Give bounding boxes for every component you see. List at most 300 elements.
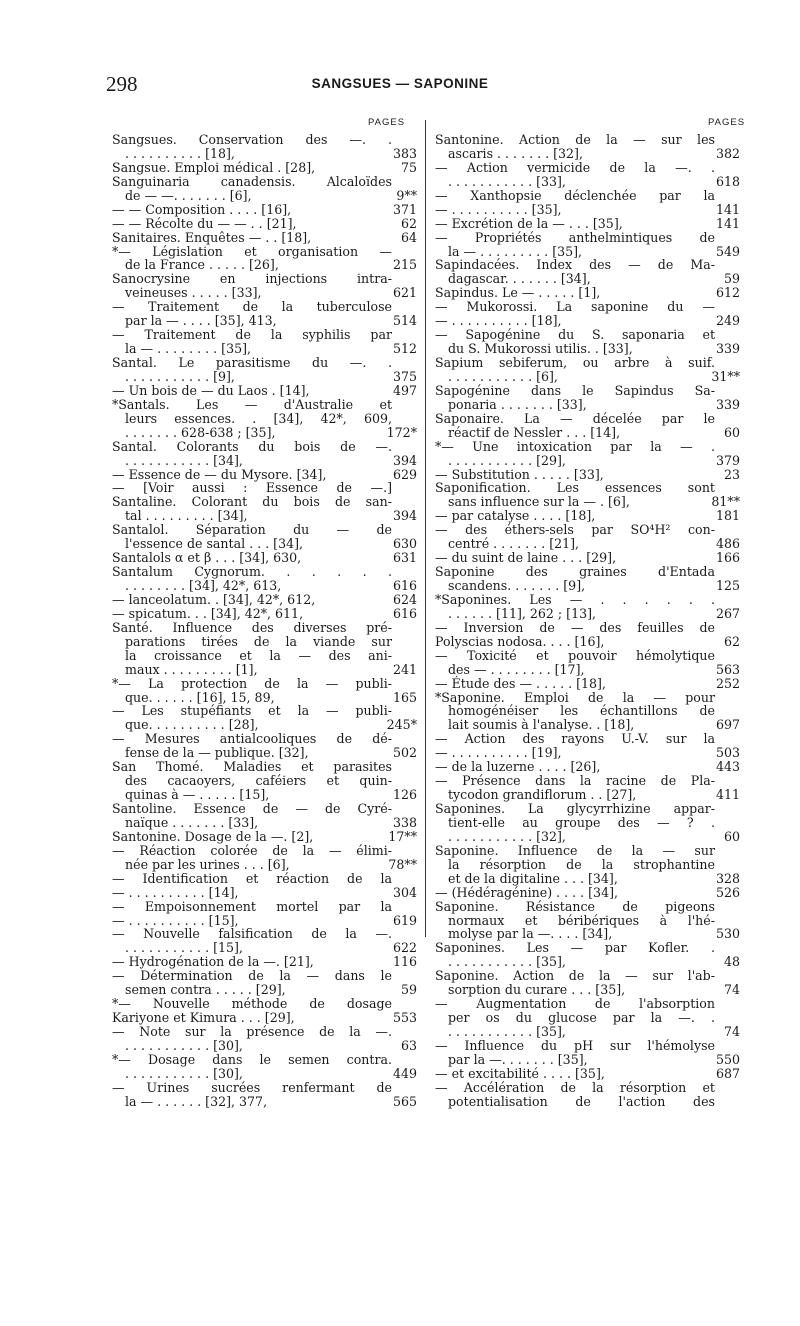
index-line: [435, 243, 740, 259]
index-entry-text: . . . . . . . . . . . [29],: [448, 452, 566, 468]
index-entry-text: la — . . . . . . [32], 377,: [125, 1093, 268, 1109]
index-line: [435, 481, 715, 495]
index-line: [112, 635, 392, 649]
page-reference: 503: [715, 745, 740, 761]
index-line: [112, 341, 417, 357]
index-entry-text: . . . . . . . . [34], 42*, 613,: [125, 578, 282, 593]
index-line: [435, 452, 740, 468]
index-line: [112, 272, 392, 286]
page-reference: 252: [715, 675, 740, 691]
index-line: [435, 565, 715, 579]
page-reference: 565: [392, 1093, 417, 1109]
index-entry-text: réactif de Nessler . . . [14],: [448, 424, 621, 440]
page-reference: 126: [392, 787, 417, 803]
page-reference: 172*: [386, 424, 417, 440]
page-reference: 394: [392, 508, 417, 524]
index-line: [112, 452, 417, 468]
index-line: [112, 856, 417, 872]
index-line: [435, 494, 740, 510]
index-line: [435, 1024, 740, 1039]
index-line: [112, 481, 392, 495]
index-line: [112, 466, 417, 482]
index-entry-text: Santé. Influence des diverses pré-: [112, 619, 392, 635]
index-line: [435, 828, 740, 844]
index-line: [435, 858, 715, 872]
index-entry-text: *— Législation et organisation —: [112, 243, 392, 259]
index-entry-text: centré . . . . . . . [21],: [448, 536, 580, 552]
index-entry-text: Saponification. Les essences sont: [435, 480, 715, 496]
index-entry-text: — . . . . . . . . . . [18],: [435, 313, 562, 329]
index-entry-text: sorption du curare . . . [35],: [448, 982, 626, 998]
page-reference: 624: [392, 591, 417, 607]
index-entry-text: — . . . . . . . . . . [35],: [435, 201, 562, 217]
index-line: [112, 760, 392, 774]
index-entry-text: quinas à — . . . . . [15],: [125, 787, 270, 803]
index-line: [112, 900, 392, 914]
index-entry-text: — Étude des — . . . . . [18],: [435, 675, 606, 691]
index-entry-text: *— La protection de la — publi-: [112, 675, 392, 691]
index-entry-text: — des éthers-sels par SO⁴H² con-: [435, 522, 715, 538]
page-reference: 81**: [711, 494, 740, 510]
page-reference: 631: [392, 550, 417, 566]
index-line: [435, 621, 715, 635]
index-entry-text: Sangsue. Emploi médical . [28],: [112, 159, 316, 175]
index-entry-text: de la France . . . . . [26],: [125, 257, 279, 273]
page-reference: 553: [392, 1010, 417, 1026]
index-line: [112, 677, 392, 691]
index-entry-text: . . . . . . . . . . . [35],: [448, 954, 566, 970]
page-reference: 379: [715, 452, 740, 468]
index-line: [112, 523, 392, 537]
index-entry-text: — — Récolte du — — . . [21],: [112, 215, 297, 231]
index-entry-text: tal . . . . . . . . . [34],: [125, 508, 248, 524]
index-entry-text: la résorption de la strophantine: [448, 856, 715, 872]
index-line: [112, 175, 392, 189]
index-line: [112, 508, 417, 524]
index-entry-text: sans influence sur la — . [6],: [448, 494, 630, 510]
index-line: [112, 1065, 417, 1081]
index-line: [112, 565, 392, 579]
index-entry-text: Santalol. Séparation du — de: [112, 522, 392, 538]
index-entry-text: la — . . . . . . . . [35],: [125, 341, 252, 357]
page-reference: 245*: [386, 717, 417, 733]
index-line: [112, 145, 417, 161]
page-reference: 141: [715, 201, 740, 217]
index-entry-text: normaux et béribériques à l'hé-: [448, 912, 715, 928]
index-entry-text: — Influence du pH sur l'hémolyse: [435, 1037, 715, 1053]
page-reference: 166: [715, 550, 740, 566]
index-line: [112, 997, 392, 1011]
index-line: [435, 356, 715, 370]
index-line: [435, 231, 715, 245]
index-line: [112, 412, 392, 426]
index-entry-text: scandens. . . . . . . [9],: [448, 578, 586, 593]
index-line: [435, 412, 715, 426]
index-entry-text: *Saponine. Emploi de la — pour: [435, 689, 715, 705]
index-entry-text: . . . . . . . . . . . [30],: [125, 1065, 243, 1081]
page-reference: 141: [715, 215, 740, 231]
index-entry-text: — Augmentation de l'absorption: [435, 996, 715, 1012]
index-entry-text: Sapogénine dans le Sapindus Sa-: [435, 382, 715, 398]
page-reference: 394: [392, 452, 417, 468]
index-entry-text: . . . . . . . . . . . [15],: [125, 940, 243, 956]
index-line: [435, 691, 715, 705]
index-entry-text: Sapium sebiferum, ou arbre à suif.: [435, 355, 715, 370]
index-entry-text: Sapindus. Le — . . . . . [1],: [435, 285, 601, 301]
index-entry-text: fense de la — publique. [32],: [125, 745, 309, 761]
index-line: [435, 508, 740, 524]
index-entry-text: ascaris . . . . . . . [32],: [448, 145, 583, 161]
page-reference: 616: [392, 605, 417, 621]
index-entry-text: — de la luzerne . . . . [26],: [435, 759, 601, 775]
index-line: [112, 912, 417, 928]
index-line: [112, 704, 392, 718]
page-reference: 17**: [388, 828, 417, 844]
index-entry-text: Santalols α et β . . . [34], 630,: [112, 550, 302, 566]
index-line: [112, 649, 392, 663]
index-line: [435, 466, 740, 482]
index-line: [435, 341, 740, 357]
page-reference: 74: [723, 1024, 740, 1039]
index-line: [112, 215, 417, 231]
page-reference: 339: [715, 396, 740, 412]
index-line: [435, 982, 740, 998]
index-entry-text: — Essence de — du Mysore. [34],: [112, 466, 327, 482]
index-entry-text: *— Dosage dans le semen contra.: [112, 1051, 392, 1067]
index-line: [435, 1095, 715, 1109]
index-line: [112, 969, 392, 983]
index-entry-text: potentialisation de l'action des: [448, 1093, 715, 1109]
index-entry-text: *Santals. Les — d'Australie et: [112, 396, 392, 412]
page-reference: 629: [392, 466, 417, 482]
index-line: [112, 621, 392, 635]
index-entry-text: et de la digitaline . . . [34],: [448, 870, 618, 886]
index-entry-text: molyse par la —. . . . [34],: [448, 926, 613, 942]
index-line: [435, 523, 715, 537]
page-reference: 697: [715, 717, 740, 733]
index-line: [435, 328, 715, 342]
index-entry-text: ponaria . . . . . . . [33],: [448, 396, 587, 412]
index-line: [112, 356, 392, 370]
index-entry-text: — Traitement de la tuberculose: [112, 299, 392, 315]
index-line: [435, 997, 715, 1011]
index-entry-text: parations tirées de la viande sur: [125, 633, 392, 649]
index-entry-text: veineuses . . . . . [33],: [125, 285, 262, 301]
index-line: [112, 1037, 417, 1053]
index-entry-text: — Note sur la présence de la —.: [112, 1024, 392, 1039]
index-entry-text: . . . . . . . . . . . [30],: [125, 1037, 243, 1053]
page-reference: 31**: [711, 368, 740, 384]
index-entry-text: que. . . . . . [16], 15, 89,: [125, 689, 275, 705]
index-entry-text: *— Nouvelle méthode de dosage: [112, 996, 392, 1012]
index-line: [435, 914, 715, 928]
index-line: [112, 382, 417, 398]
page-reference: 304: [392, 884, 417, 900]
index-line: [435, 161, 715, 175]
index-entry-text: la — . . . . . . . . . [35],: [448, 243, 583, 259]
index-entry-text: — Nouvelle falsification de la —.: [112, 926, 392, 942]
index-line: [435, 675, 740, 691]
index-entry-text: — spicatum. . . [34], 42*, 611,: [112, 605, 304, 621]
index-entry-text: tycodon grandiflorum . . [27],: [448, 787, 637, 803]
index-entry-text: — Toxicité et pouvoir hémolytique: [435, 647, 715, 663]
page-reference: 530: [715, 926, 740, 942]
page-reference: 514: [392, 313, 417, 329]
page-reference: 550: [715, 1051, 740, 1067]
index-entry-text: — lanceolatum. . [34], 42*, 612,: [112, 591, 316, 607]
index-entry-text: — Substitution . . . . . [33],: [435, 466, 604, 482]
index-line: [435, 900, 715, 914]
index-entry-text: — (Hédéragénine) . . . . [34],: [435, 884, 619, 900]
index-entry-text: . . . . . . [11], 262 ; [13],: [448, 605, 597, 621]
index-line: [435, 704, 715, 718]
running-title: SANGSUES — SAPONINE: [311, 76, 489, 91]
index-line: [435, 189, 715, 203]
index-entry-text: — [Voir aussi : Essence de —.]: [112, 480, 392, 496]
page-reference: 621: [392, 285, 417, 301]
index-line: [112, 187, 417, 203]
page-reference: 328: [715, 870, 740, 886]
index-entry-text: — Traitement de la syphilis par: [112, 327, 392, 343]
index-line: [435, 440, 715, 454]
index-entry-text: Santonine. Dosage de la —. [2],: [112, 828, 314, 844]
index-entry-text: la croissance et la — des ani-: [125, 647, 392, 663]
index-line: [435, 844, 715, 858]
index-line: [435, 201, 740, 217]
index-entry-text: Santaline. Colorant du bois de san-: [112, 494, 392, 510]
page-reference: 78**: [388, 856, 417, 872]
index-entry-text: l'essence de santal . . . [34],: [125, 536, 304, 552]
index-line: [435, 271, 740, 287]
index-line: [435, 661, 740, 677]
index-entry-text: — Détermination de la — dans le: [112, 968, 392, 984]
index-line: [435, 633, 740, 649]
index-entry-text: — Excrétion de la — . . . [35],: [435, 215, 623, 231]
page-reference: 449: [392, 1065, 417, 1081]
index-line: [435, 536, 740, 552]
index-entry-text: — Xanthopsie déclenchée par la: [435, 187, 715, 203]
index-entry-text: . . . . . . . . . . [18],: [125, 145, 235, 161]
page-reference: 339: [715, 341, 740, 357]
index-entry-text: Santal. Le parasitisme du —. .: [112, 355, 392, 370]
page-reference: 563: [715, 661, 740, 677]
index-entry-text: que. . . . . . . . . . [28],: [125, 717, 259, 733]
index-entry-text: Sapindacées. Index des — de Ma-: [435, 257, 715, 273]
page-reference: 612: [715, 285, 740, 301]
index-entry-text: Saponines. Les — par Kofler. .: [435, 940, 715, 956]
index-entry-text: — Action des rayons U.-V. sur la: [435, 731, 715, 747]
index-line: [435, 593, 715, 607]
index-line: [112, 802, 392, 816]
page-reference: 502: [392, 745, 417, 761]
page-reference: 60: [723, 828, 740, 844]
page-reference: 526: [715, 884, 740, 900]
page-reference: 512: [392, 341, 417, 357]
index-entry-text: — Action vermicide de la —. .: [435, 159, 715, 175]
index-line: [435, 258, 715, 272]
page-reference: 267: [715, 605, 740, 621]
index-line: [112, 745, 417, 761]
index-entry-text: Santal. Colorants du bois de —.: [112, 438, 392, 454]
index-entry-text: par la —. . . . . . . [35],: [448, 1051, 588, 1067]
index-entry-text: Santonine. Action de la — sur les: [435, 132, 715, 147]
index-entry-text: *— Une intoxication par la — .: [435, 438, 715, 454]
index-entry-text: — et excitabilité . . . . [35],: [435, 1065, 605, 1081]
index-line: [112, 201, 417, 217]
page-reference: 215: [392, 257, 417, 273]
index-line: [112, 732, 392, 746]
index-entry-text: des — . . . . . . . . [17],: [448, 661, 585, 677]
page-reference: 383: [392, 145, 417, 161]
page-reference: 116: [392, 954, 417, 970]
index-entry-text: de — —. . . . . . . [6],: [125, 187, 252, 203]
index-entry-text: . . . . . . . . . . . [34],: [125, 452, 243, 468]
index-line: [112, 550, 417, 566]
column-divider: [425, 120, 426, 937]
index-entry-text: Saponaire. La — décelée par le: [435, 410, 715, 426]
index-line: [435, 816, 715, 830]
index-entry-text: — Un bois de — du Laos . [14],: [112, 382, 310, 398]
index-line: [435, 215, 740, 231]
page-reference: 48: [723, 954, 740, 970]
index-line: [435, 954, 740, 970]
index-line: [112, 257, 417, 273]
index-line: [112, 328, 392, 342]
index-entry-text: — Identification et réaction de la: [112, 870, 392, 886]
index-column-left: [112, 132, 417, 1109]
index-entry-text: maux . . . . . . . . . [1],: [125, 661, 258, 677]
index-line: [112, 591, 417, 607]
page-reference: 63: [400, 1037, 417, 1053]
page-reference: 497: [392, 382, 417, 398]
index-line: [112, 398, 392, 412]
index-entry-text: des cacaoyers, caféiers et quin-: [125, 773, 392, 789]
index-entry-text: — Sapogénine du S. saponaria et: [435, 327, 715, 343]
index-line: [435, 732, 715, 746]
index-entry-text: semen contra . . . . . [29],: [125, 982, 286, 998]
index-entry-text: Sanguinaria canadensis. Alcaloïdes: [112, 173, 392, 189]
index-entry-text: dagascar. . . . . . . [34],: [448, 271, 591, 287]
page-reference: 60: [723, 424, 740, 440]
index-line: [435, 759, 740, 775]
index-line: [112, 1010, 417, 1026]
page-reference: 59: [400, 982, 417, 998]
index-line: [112, 982, 417, 998]
index-entry-text: naïque . . . . . . . [33],: [125, 814, 259, 830]
index-line: [435, 173, 740, 189]
pages-column-label-left: PAGES: [368, 117, 406, 128]
index-line: [112, 605, 417, 621]
index-entry-text: née par les urines . . . [6],: [125, 856, 290, 872]
page-reference: 549: [715, 243, 740, 259]
page-reference: 619: [392, 912, 417, 928]
index-line: [435, 313, 740, 329]
index-line: [435, 384, 715, 398]
index-line: [435, 133, 715, 147]
page-reference: 59: [723, 271, 740, 287]
page-reference: 622: [392, 940, 417, 956]
index-line: [435, 969, 715, 983]
page-reference: 411: [715, 787, 740, 803]
index-line: [435, 745, 740, 761]
index-entry-text: leurs essences. . [34], 42*, 609,: [125, 410, 392, 426]
index-entry-text: — Mukorossi. La saponine du —: [435, 299, 715, 315]
page-reference: 181: [715, 508, 740, 524]
page-number: 298: [106, 72, 138, 96]
page-reference: 249: [715, 313, 740, 329]
index-entry-text: . . . . . . . . . . . [33],: [448, 173, 566, 189]
index-line: [112, 285, 417, 301]
index-line: [112, 1053, 392, 1067]
index-line: [435, 285, 740, 301]
page-reference: 9**: [396, 187, 417, 203]
index-entry-text: — . . . . . . . . . . [19],: [435, 745, 562, 761]
index-line: [112, 954, 417, 970]
index-line: [112, 495, 392, 509]
index-line: [435, 550, 740, 566]
index-entry-text: . . . . . . . . . . . [6],: [448, 368, 558, 384]
index-entry-text: Sanitaires. Enquêtes — . . [18],: [112, 229, 312, 245]
page-reference: 371: [392, 201, 417, 217]
index-entry-text: Santoline. Essence de — de Cyré-: [112, 801, 392, 816]
index-line: [112, 536, 417, 552]
index-line: [112, 300, 392, 314]
index-line: [112, 787, 417, 803]
index-line: [435, 787, 740, 803]
index-entry-text: . . . . . . . . . . . [9],: [125, 368, 235, 384]
index-line: [112, 844, 392, 858]
page-reference: 687: [715, 1065, 740, 1081]
index-entry-text: Saponine des graines d'Entada: [435, 564, 715, 580]
index-entry-text: . . . . . . . . . . . [35],: [448, 1024, 566, 1039]
page-reference: 165: [392, 689, 417, 705]
index-entry-text: — Les stupéfiants et la — publi-: [112, 703, 392, 719]
index-entry-text: homogénéiser les échantillons de: [448, 703, 715, 719]
index-line: [435, 578, 740, 593]
index-entry-text: — par catalyse . . . . [18],: [435, 508, 596, 524]
index-line: [435, 774, 715, 788]
page-reference: 74: [723, 982, 740, 998]
index-entry-text: Saponine. Action de la — sur l'ab-: [435, 968, 715, 984]
index-line: [435, 424, 740, 440]
index-entry-text: per os du glucose par la —. .: [448, 1010, 715, 1026]
index-line: [112, 689, 417, 705]
index-line: [435, 368, 740, 384]
index-entry-text: San Thomé. Maladies et parasites: [112, 759, 392, 775]
index-entry-text: — du suint de laine . . . [29],: [435, 550, 617, 566]
index-line: [112, 578, 417, 593]
page-reference: 382: [715, 145, 740, 161]
page-reference: 64: [400, 229, 417, 245]
index-line: [112, 313, 417, 329]
index-entry-text: par la — . . . . [35], 413,: [125, 313, 277, 329]
index-line: [435, 802, 715, 816]
index-entry-text: — Urines sucrées renfermant de: [112, 1079, 392, 1095]
index-entry-text: — . . . . . . . . . . [14],: [112, 884, 239, 900]
index-entry-text: . . . . . . . . . . . [32],: [448, 828, 566, 844]
index-line: [112, 717, 417, 733]
index-entry-text: lait soumis à l'analyse. . [18],: [448, 717, 635, 733]
index-entry-text: Saponine. Résistance de pigeons: [435, 898, 715, 914]
index-line: [112, 1025, 392, 1039]
index-line: [435, 300, 715, 314]
index-line: [112, 440, 392, 454]
index-entry-text: Santalum Cygnorum. . . . . .: [112, 564, 392, 580]
index-line: [435, 605, 740, 621]
index-line: [112, 1081, 392, 1095]
index-entry-text: — Empoisonnement mortel par la: [112, 898, 392, 914]
index-line: [435, 145, 740, 161]
